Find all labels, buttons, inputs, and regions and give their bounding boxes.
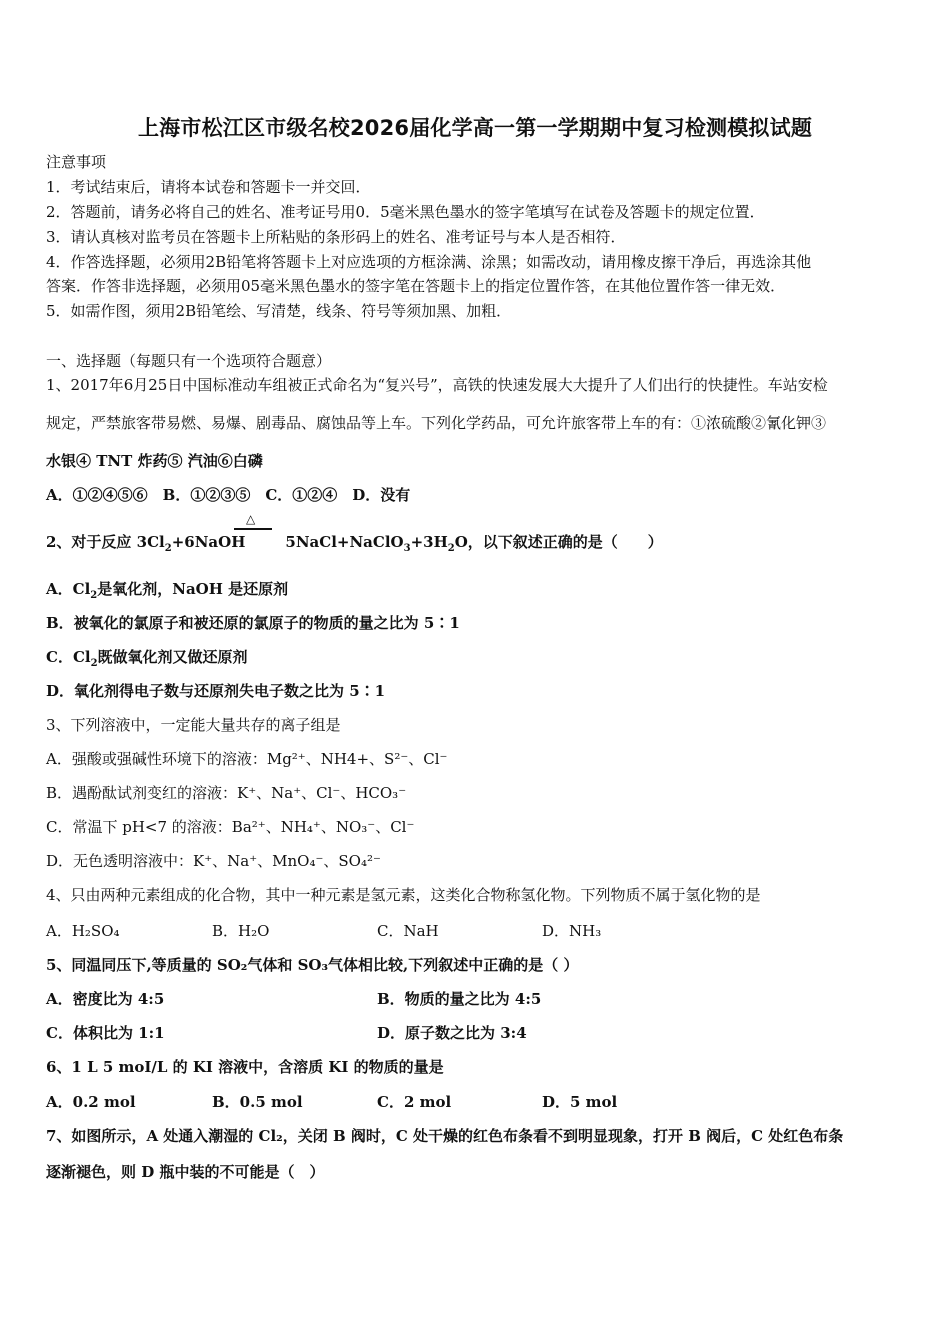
question-5-option-d: D．原子数之比为 3:4: [377, 1024, 527, 1042]
question-4-option-c: C．NaH: [377, 922, 439, 940]
notice-item: 2．答题前，请务必将自己的姓名、准考证号用0．5毫米黑色墨水的签字笔填写在试卷及答题卡的规定位置．: [46, 203, 765, 221]
notice-heading: 注意事项: [46, 153, 107, 171]
section-heading: 一、选择题（每题只有一个选项符合题意）: [46, 352, 332, 370]
question-4-option-d: D．NH₃: [542, 922, 602, 940]
notice-item: 4．作答选择题，必须用2B铅笔将答题卡上对应选项的方框涂满、涂黑；如需改动，请用橡皮擦干净后，再选涂其他: [46, 253, 812, 271]
question-6-option-c: C．2 mol: [377, 1093, 452, 1111]
question-2-option-d: D．氧化剂得电子数与还原剂失电子数之比为 5∶1: [46, 682, 386, 700]
question-1-line-1: 1、2017年6月25日中国标准动车组被正式命名为“复兴号”，高铁的快速发展大大提升了人们出行的快捷性。车站安检: [46, 376, 828, 394]
heat-symbol-icon: △: [246, 512, 256, 526]
notice-item: 答案．作答非选择题，必须用05毫米黑色墨水的签字笔在答题卡上的指定位置作答，在其他位置作答一律无效．: [46, 277, 786, 295]
question-5-stem: 5、同温同压下,等质量的 SO₂气体和 SO₃气体相比较,下列叙述中正确的是（ ）: [46, 956, 579, 974]
question-4-stem: 4、只由两种元素组成的化合物，其中一种元素是氢元素，这类化合物称氢化物。下列物质不属于氢化物的是: [46, 886, 761, 904]
equals-bar: [234, 528, 272, 530]
notice-item: 5．如需作图，须用2B铅笔绘、写清楚，线条、符号等须加黑、加粗．: [46, 302, 512, 320]
heat-reaction-arrow: [234, 512, 274, 540]
page-title: 上海市松江区市级名校2026届化学高一第一学期期中复习检测模拟试题: [137, 116, 813, 140]
question-7-line-1: 7、如图所示，A 处通入潮湿的 Cl₂，关闭 B 阀时，C 处干燥的红色布条看不到明显现象，打开 B 阀后，C 处红色布条: [46, 1127, 844, 1145]
question-4-option-b: B．H₂O: [212, 922, 270, 940]
question-3-option-a: A．强酸或强碱性环境下的溶液：Mg²⁺、NH4+、S²⁻、Cl⁻: [46, 750, 448, 768]
notice-item: 1．考试结束后，请将本试卷和答题卡一并交回．: [46, 178, 371, 196]
question-6-option-d: D．5 mol: [542, 1093, 618, 1111]
question-6-stem: 6、1 L 5 moI/L 的 KI 溶液中，含溶质 KI 的物质的量是: [46, 1058, 444, 1076]
question-6-option-a: A．0.2 mol: [46, 1093, 136, 1111]
question-7-line-2: 逐渐褪色，则 D 瓶中装的不可能是（ ）: [46, 1163, 325, 1181]
question-2-option-b: B．被氧化的氯原子和被还原的氯原子的物质的量之比为 5∶1: [46, 614, 460, 632]
question-6-option-b: B．0.5 mol: [212, 1093, 303, 1111]
question-5-option-c: C．体积比为 1:1: [46, 1024, 165, 1042]
question-3-option-c: C．常温下 pH<7 的溶液：Ba²⁺、NH₄⁺、NO₃⁻、Cl⁻: [46, 818, 415, 836]
notice-item: 3．请认真核对监考员在答题卡上所粘贴的条形码上的姓名、准考证号与本人是否相符．: [46, 228, 626, 246]
question-1-line-3: 水银④ TNT 炸药⑤ 汽油⑥白磷: [46, 452, 263, 470]
question-3-stem: 3、下列溶液中，一定能大量共存的离子组是: [46, 716, 341, 734]
question-4-option-a: A．H₂SO₄: [46, 922, 120, 940]
question-2-stem: 2、对于反应 $3Cl_2+6NaOH$ $5NaCl+NaClO_3+3H_2O$，以下叙述正确的是（ ）: [46, 533, 663, 554]
question-1-options: A．①②④⑤⑥ B．①②③⑤ C．①②④ D．没有: [46, 486, 411, 504]
question-5-option-b: B．物质的量之比为 4:5: [377, 990, 542, 1008]
question-2-option-c: C．$Cl_2$既做氧化剂又做还原剂: [46, 648, 248, 669]
question-5-option-a: A．密度比为 4:5: [46, 990, 165, 1008]
q2-prefix: 2、对于反应 3Cl: [46, 533, 165, 551]
question-1-line-2: 规定，严禁旅客带易燃、易爆、剧毒品、腐蚀品等上车。下列化学药品，可允许旅客带上车的有：①浓硫酸②氰化钾③: [46, 414, 827, 432]
question-3-option-b: B．遇酚酞试剂变红的溶液：K⁺、Na⁺、Cl⁻、HCO₃⁻: [46, 784, 407, 802]
question-2-option-a: A．$Cl_2$是氧化剂，NaOH 是还原剂: [46, 580, 289, 601]
question-3-option-d: D．无色透明溶液中：K⁺、Na⁺、MnO₄⁻、SO₄²⁻: [46, 852, 381, 870]
